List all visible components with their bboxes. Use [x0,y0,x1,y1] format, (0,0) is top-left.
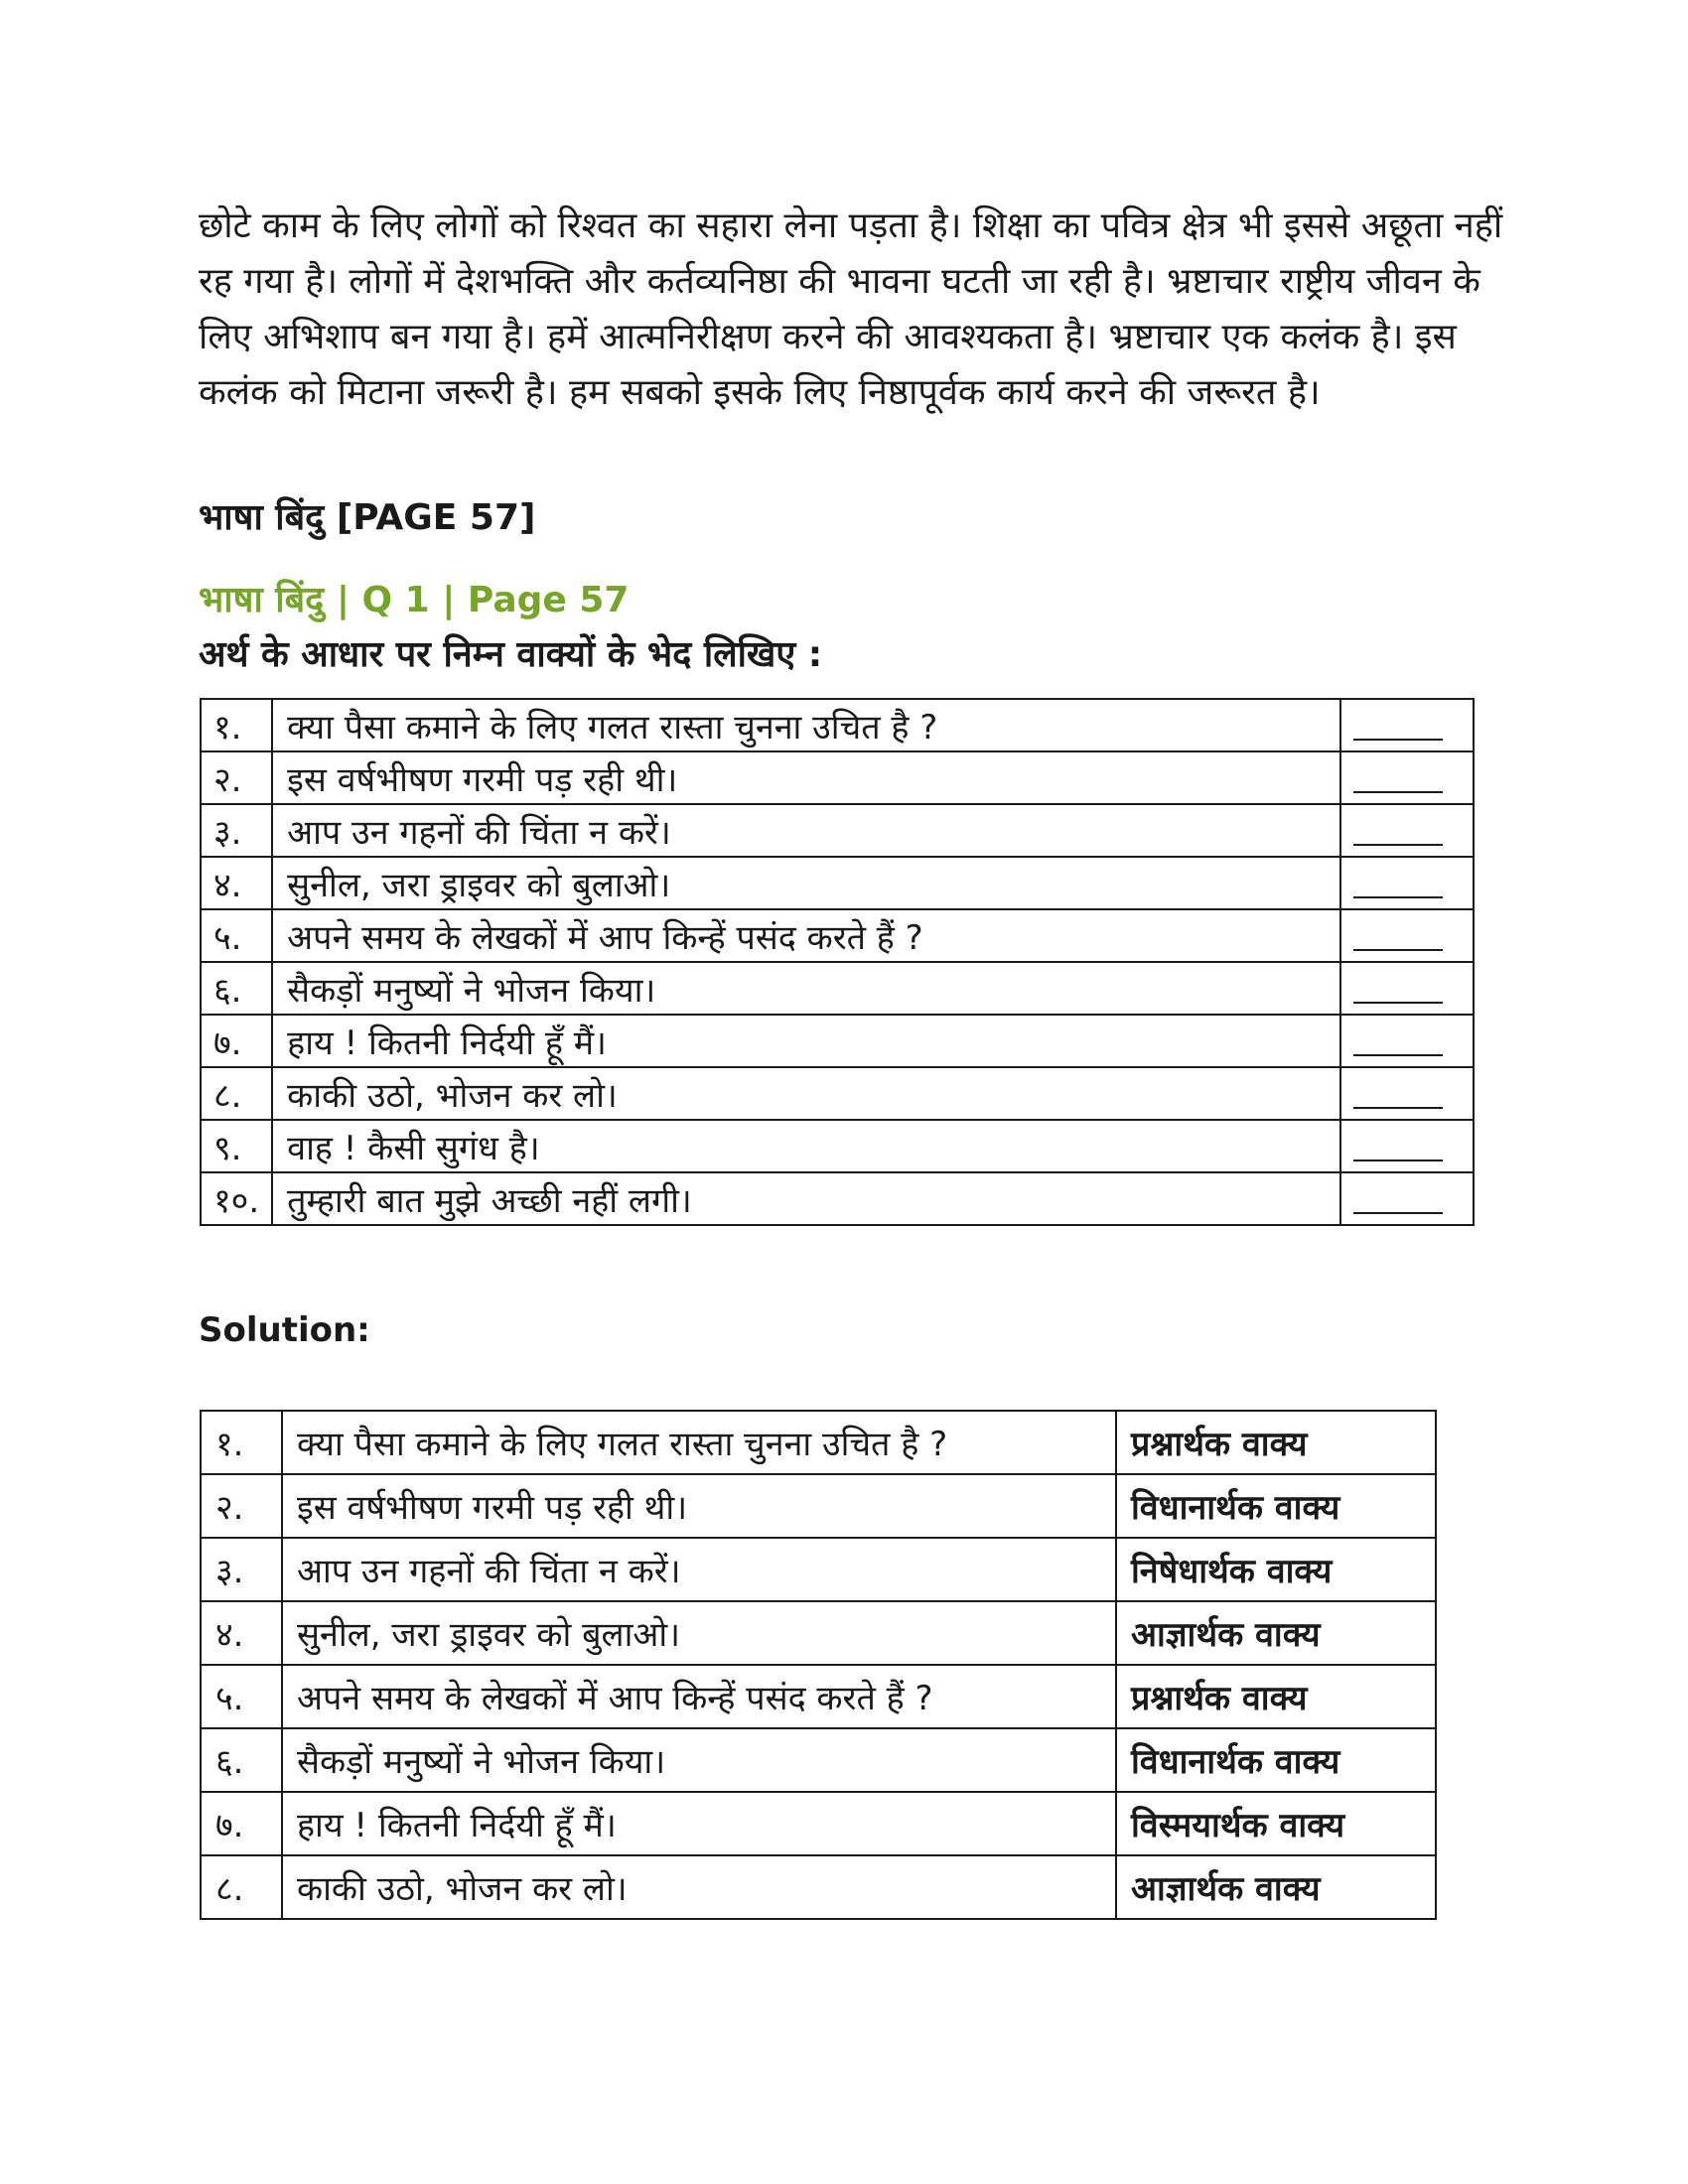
solution-row-sentence: सैकड़ों मनुष्यों ने भोजन किया। [282,1728,1116,1792]
solution-row-number: ७. [201,1792,282,1855]
question-row-number: ६. [201,962,272,1015]
solution-row-sentence: अपने समय के लेखकों में आप किन्हें पसंद करते हैं ? [282,1665,1116,1728]
solution-row [201,1474,1436,1538]
question-row-answer-blank [1340,1172,1474,1225]
solution-row-sentence: हाय ! कितनी निर्दयी हूँ मैं। [282,1792,1116,1855]
question-row-number: ५. [201,909,272,962]
solution-row-answer: प्रश्नार्थक वाक्य [1116,1411,1436,1474]
question-row [201,751,1474,804]
solution-label: Solution: [199,1310,370,1350]
question-row [201,699,1474,751]
question-row [201,857,1474,909]
solution-row-answer: प्रश्नार्थक वाक्य [1116,1665,1436,1728]
solution-row-sentence: क्या पैसा कमाने के लिए गलत रास्ता चुनना उचित है ? [282,1411,1116,1474]
solution-row-answer: विधानार्थक वाक्य [1116,1474,1436,1538]
question-row-answer-blank [1340,962,1474,1015]
question-row-sentence: हाय ! कितनी निर्दयी हूँ मैं। [272,1015,1340,1067]
question-row [201,1067,1474,1120]
solution-row-number: ४. [201,1601,282,1665]
question-row-answer-blank [1340,751,1474,804]
question-row [201,909,1474,962]
solution-row-sentence: सुनील, जरा ड्राइवर को बुलाओ। [282,1601,1116,1665]
solution-row-number: ५. [201,1665,282,1728]
question-row-number: १. [201,699,272,751]
question-row-sentence: वाह ! कैसी सुगंध है। [272,1120,1340,1172]
solution-row [201,1792,1436,1855]
question-row-sentence: अपने समय के लेखकों में आप किन्हें पसंद करते हैं ? [272,909,1340,962]
solution-row-sentence: आप उन गहनों की चिंता न करें। [282,1538,1116,1601]
question-row-number: ७. [201,1015,272,1067]
question-row-answer-blank [1340,1015,1474,1067]
question-row-answer-blank [1340,804,1474,857]
answer-blank-line [1353,1083,1443,1109]
question-row [201,1120,1474,1172]
question-row [201,1015,1474,1067]
question-row-sentence: क्या पैसा कमाने के लिए गलत रास्ता चुनना उचित है ? [272,699,1340,751]
solution-row-number: ८. [201,1855,282,1919]
question-row-number: ३. [201,804,272,857]
solution-row [201,1411,1436,1474]
solution-row-answer: आज्ञार्थक वाक्य [1116,1601,1436,1665]
question-table [200,698,1475,1226]
answer-blank-line [1353,978,1443,1004]
question-row-sentence: इस वर्षभीषण गरमी पड़ रही थी। [272,751,1340,804]
answer-blank-line [1353,820,1443,846]
question-row-number: २. [201,751,272,804]
solution-row-number: ६. [201,1728,282,1792]
section-heading: भाषा बिंदु [PAGE 57] [199,497,536,538]
question-row-answer-blank [1340,857,1474,909]
question-row [201,962,1474,1015]
question-row [201,804,1474,857]
answer-blank-line [1353,715,1443,741]
solution-row-answer: विधानार्थक वाक्य [1116,1728,1436,1792]
solution-row-number: १. [201,1411,282,1474]
intro-paragraph: छोटे काम के लिए लोगों को रिश्वत का सहारा लेना पड़ता है। शिक्षा का पवित्र क्षेत्र भी इससे अछूता नहीं रह गया है। लोगों में देशभक्ति और कर्तव्यनिष्ठा की भावना घटती जा रही है। भ्रष्टाचार राष्ट्रीय जीवन के लिए अभिशाप बन गया है। हमें आत्मनिरीक्षण करने की आवश्यकता है। भ्रष्टाचार एक कलंक है। इस कलंक को मिटाना जरूरी है। हम सबको इसके लिए निष्ठापूर्वक कार्य करने की जरूरत है। [199,205,1503,413]
question-row-answer-blank [1340,1067,1474,1120]
solution-row [201,1601,1436,1665]
question-row-number: १०. [201,1172,272,1225]
question-row-answer-blank [1340,1120,1474,1172]
solution-row-answer: निषेधार्थक वाक्य [1116,1538,1436,1601]
question-instruction: अर्थ के आधार पर निम्न वाक्यों के भेद लिखिए : [199,634,823,675]
question-row-answer-blank [1340,909,1474,962]
question-row-sentence: सैकड़ों मनुष्यों ने भोजन किया। [272,962,1340,1015]
answer-blank-line [1353,1188,1443,1214]
answer-blank-line [1353,1136,1443,1161]
question-row [201,1172,1474,1225]
solution-row [201,1728,1436,1792]
solution-row [201,1665,1436,1728]
question-row-sentence: आप उन गहनों की चिंता न करें। [272,804,1340,857]
solution-row [201,1855,1436,1919]
question-row-sentence: तुम्हारी बात मुझे अच्छी नहीं लगी। [272,1172,1340,1225]
answer-blank-line [1353,767,1443,793]
answer-blank-line [1353,873,1443,898]
solution-row-number: २. [201,1474,282,1538]
solution-row-answer: आज्ञार्थक वाक्य [1116,1855,1436,1919]
solution-row-sentence: काकी उठो, भोजन कर लो। [282,1855,1116,1919]
solution-row-number: ३. [201,1538,282,1601]
question-row-number: ९. [201,1120,272,1172]
solution-row-answer: विस्मयार्थक वाक्य [1116,1792,1436,1855]
solution-row [201,1538,1436,1601]
answer-blank-line [1353,925,1443,951]
solution-table [200,1410,1437,1920]
question-row-number: ८. [201,1067,272,1120]
answer-blank-line [1353,1030,1443,1056]
solution-row-sentence: इस वर्षभीषण गरमी पड़ रही थी। [282,1474,1116,1538]
question-row-sentence: सुनील, जरा ड्राइवर को बुलाओ। [272,857,1340,909]
question-row-number: ४. [201,857,272,909]
question-heading: भाषा बिंदु | Q 1 | Page 57 [199,580,630,620]
question-row-answer-blank [1340,699,1474,751]
question-row-sentence: काकी उठो, भोजन कर लो। [272,1067,1340,1120]
